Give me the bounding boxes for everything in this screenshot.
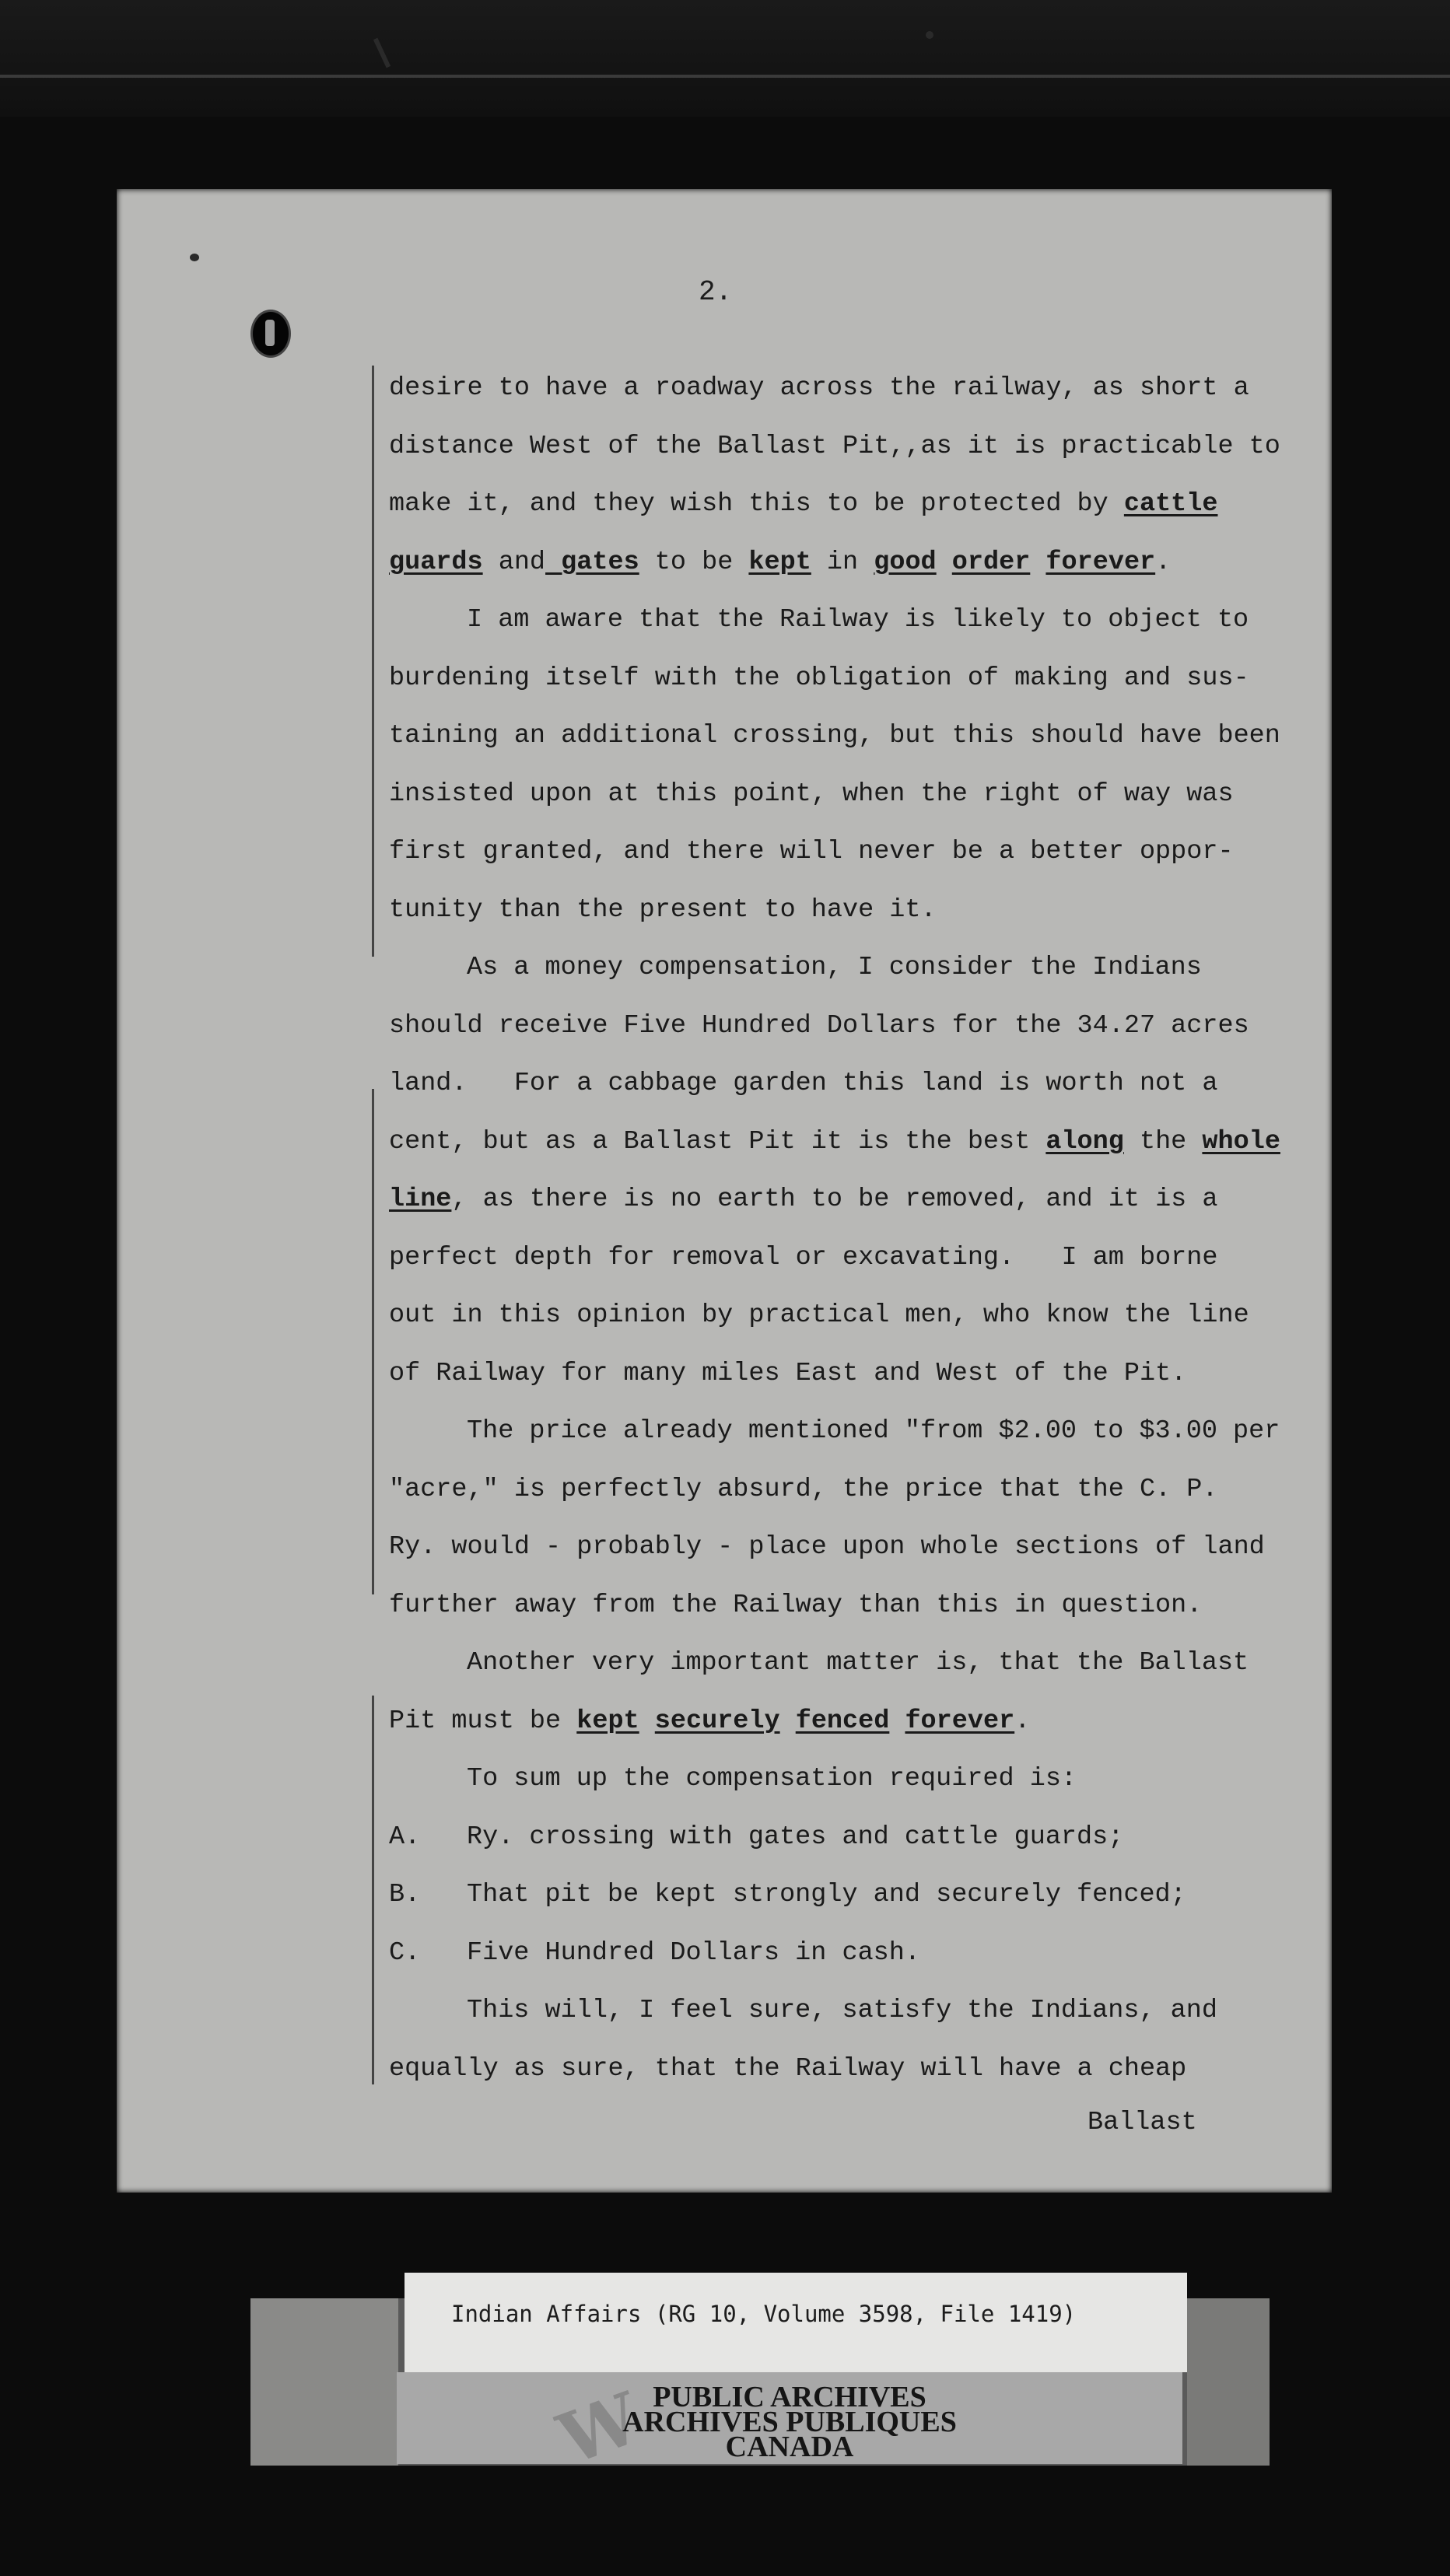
archive-stamp-text bbox=[397, 2381, 1182, 2463]
list-marker: A. bbox=[389, 1822, 421, 1852]
text-span: insisted upon at this point, when the right of way was bbox=[389, 779, 1234, 809]
text-span: further away from the Railway than this in question. bbox=[389, 1590, 1203, 1620]
text-span: and bbox=[482, 547, 546, 577]
text-line bbox=[389, 997, 1291, 1055]
list-item-text: That pit be kept strongly and securely fenced; bbox=[467, 1880, 1186, 1909]
margin-line-middle bbox=[372, 1089, 374, 1594]
text-line bbox=[389, 1750, 1291, 1808]
text-line bbox=[389, 591, 1291, 649]
text-line bbox=[389, 1577, 1291, 1635]
underlined-text: good bbox=[874, 547, 937, 577]
text-span: This will, I feel sure, satisfy the Indians, and bbox=[467, 1996, 1217, 2025]
list-item-text: Five Hundred Dollars in cash. bbox=[467, 1937, 920, 1968]
underlined-text: whole bbox=[1202, 1126, 1280, 1157]
text-span: to be bbox=[639, 547, 749, 577]
text-span: . bbox=[1155, 547, 1172, 577]
text-line bbox=[389, 1286, 1291, 1345]
text-line bbox=[389, 765, 1291, 824]
text-line bbox=[389, 1229, 1291, 1287]
text-span bbox=[889, 1706, 905, 1736]
text-span: I am aware that the Railway is likely to object to bbox=[467, 605, 1249, 635]
underlined-text: forever bbox=[905, 1706, 1015, 1736]
underlined-text: gates bbox=[545, 547, 639, 577]
archive-line-2: ARCHIVES PUBLIQUES bbox=[622, 2406, 957, 2438]
text-line bbox=[389, 1924, 1291, 1983]
text-span: in bbox=[811, 547, 874, 577]
underlined-text: kept bbox=[748, 547, 811, 577]
text-span bbox=[780, 1706, 796, 1736]
archive-stamp bbox=[397, 2372, 1182, 2482]
text-line bbox=[389, 1345, 1291, 1403]
text-line bbox=[389, 823, 1291, 881]
page-number: 2. bbox=[699, 276, 733, 308]
text-span: taining an additional crossing, but this should have been bbox=[389, 721, 1280, 751]
text-span: out in this opinion by practical men, who know the line bbox=[389, 1300, 1249, 1330]
text-span: To sum up the compensation required is: bbox=[467, 1764, 1077, 1794]
reference-card bbox=[405, 2273, 1187, 2372]
text-span: make it, and they wish this to be protected by bbox=[389, 489, 1124, 519]
text-line bbox=[389, 475, 1291, 534]
underlined-text: guards bbox=[389, 547, 483, 577]
text-span: . bbox=[1014, 1706, 1031, 1736]
underlined-text: kept bbox=[576, 1706, 639, 1736]
margin-line-lower bbox=[372, 1696, 374, 2084]
film-scratch-line bbox=[0, 75, 1450, 78]
underlined-text: along bbox=[1045, 1126, 1124, 1157]
text-line bbox=[389, 1113, 1291, 1171]
text-line bbox=[389, 1055, 1291, 1113]
text-span: distance West of the Ballast Pit,,as it is practicable to bbox=[389, 431, 1280, 461]
text-line bbox=[389, 707, 1291, 765]
underlined-text: cattle bbox=[1123, 489, 1218, 519]
document-body bbox=[389, 359, 1291, 2098]
underlined-text: forever bbox=[1045, 547, 1156, 577]
text-span: Pit must be bbox=[389, 1706, 577, 1736]
margin-line-upper bbox=[372, 366, 374, 957]
text-span: As a money compensation, I consider the Indians bbox=[467, 953, 1202, 982]
text-line bbox=[389, 2040, 1291, 2098]
underlined-text: securely bbox=[654, 1706, 780, 1736]
text-line bbox=[389, 359, 1291, 418]
archive-line-1: PUBLIC ARCHIVES bbox=[653, 2381, 926, 2413]
text-line bbox=[389, 1808, 1291, 1867]
footer-right-tab bbox=[1187, 2298, 1270, 2466]
text-line bbox=[389, 1634, 1291, 1692]
text-span: the bbox=[1123, 1126, 1203, 1157]
ghost-letter-mark: W bbox=[548, 2376, 651, 2482]
text-line bbox=[389, 534, 1291, 592]
text-span: perfect depth for removal or excavating. I am borne bbox=[389, 1242, 1218, 1272]
text-span: tunity than the present to have it. bbox=[389, 894, 937, 925]
film-top-edge bbox=[0, 0, 1450, 117]
text-span: Another very important matter is, that the Ballast bbox=[467, 1648, 1249, 1678]
text-span: should receive Five Hundred Dollars for the 34.27 acres bbox=[389, 1010, 1249, 1041]
catchword: Ballast bbox=[1088, 2108, 1197, 2137]
reference-text: Indian Affairs (RG 10, Volume 3598, File 1419) bbox=[451, 2301, 1077, 2327]
text-line bbox=[389, 1518, 1291, 1577]
text-span: cent, but as a Ballast Pit it is the best bbox=[389, 1126, 1046, 1157]
text-line bbox=[389, 1461, 1291, 1519]
archive-line-3: CANADA bbox=[725, 2431, 854, 2463]
underlined-text: line bbox=[389, 1185, 452, 1214]
list-item-text: Ry. crossing with gates and cattle guards; bbox=[467, 1822, 1124, 1852]
list-marker: C. bbox=[389, 1937, 421, 1968]
film-speck bbox=[926, 31, 933, 39]
text-line bbox=[389, 1171, 1291, 1229]
text-span: land. For a cabbage garden this land is worth not a bbox=[389, 1069, 1218, 1098]
underlined-text: fenced bbox=[795, 1706, 890, 1736]
ink-speck bbox=[190, 254, 199, 261]
text-span: first granted, and there will never be a better oppor- bbox=[389, 837, 1234, 866]
text-line bbox=[389, 649, 1291, 708]
text-line bbox=[389, 418, 1291, 476]
text-line bbox=[389, 881, 1291, 940]
text-span bbox=[1030, 548, 1045, 577]
text-span: The price already mentioned "from $2.00 to $3.00 per bbox=[467, 1416, 1280, 1446]
text-line bbox=[389, 1866, 1291, 1924]
text-line bbox=[389, 1402, 1291, 1461]
text-line bbox=[389, 1982, 1291, 2040]
text-span: "acre," is perfectly absurd, the price that the C. P. bbox=[389, 1474, 1218, 1504]
text-span bbox=[937, 548, 952, 577]
text-line bbox=[389, 939, 1291, 997]
list-marker: B. bbox=[389, 1880, 421, 1909]
underlined-text: order bbox=[951, 547, 1031, 577]
text-span: burdening itself with the obligation of making and sus- bbox=[389, 663, 1249, 693]
footer-left-tab bbox=[250, 2298, 398, 2466]
punch-hole bbox=[250, 310, 291, 358]
text-span: Ry. would - probably - place upon whole sections of land bbox=[389, 1532, 1265, 1562]
text-span: of Railway for many miles East and West of the Pit. bbox=[389, 1358, 1187, 1388]
text-span: desire to have a roadway across the railway, as short a bbox=[389, 373, 1249, 403]
text-span: , as there is no earth to be removed, and it is a bbox=[451, 1185, 1218, 1214]
text-line bbox=[389, 1692, 1291, 1751]
text-span bbox=[639, 1706, 655, 1736]
text-span: equally as sure, that the Railway will have a cheap bbox=[389, 2053, 1187, 2084]
